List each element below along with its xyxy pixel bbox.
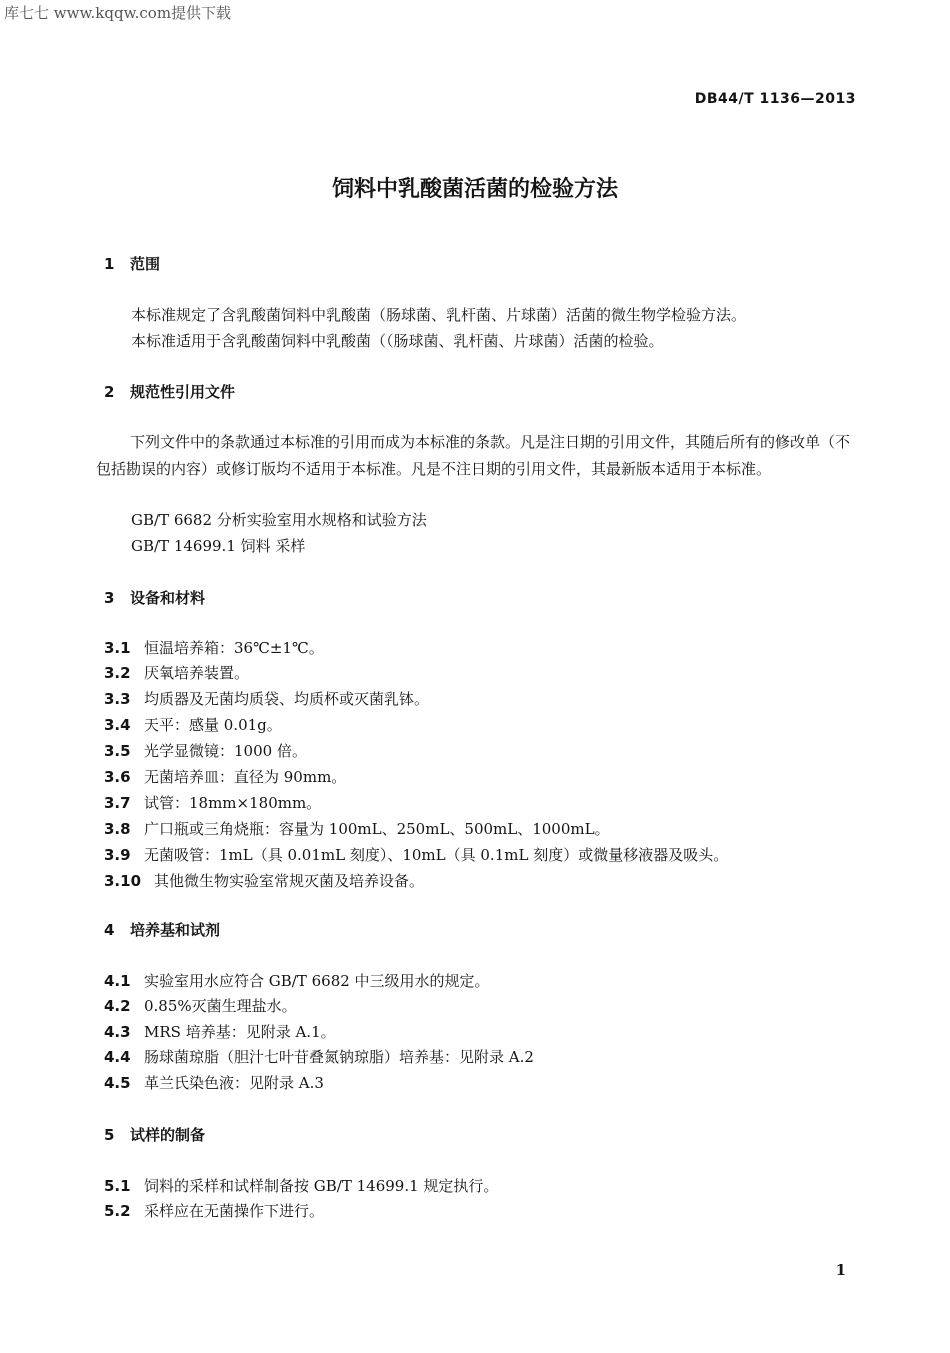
page-number: 1 (835, 1261, 846, 1279)
clause-item: 4.4 肠球菌琼脂（胆汁七叶苷叠氮钠琼脂）培养基：见附录 A.2 (104, 1048, 534, 1066)
clause-item: 4.2 0.85%灭菌生理盐水。 (104, 997, 297, 1015)
section-number: 1 (104, 255, 115, 273)
clause-item: 3.6 无菌培养皿：直径为 90mm。 (104, 768, 347, 786)
clause-item: 3.4 天平：感量 0.01g。 (104, 716, 282, 734)
section-number: 5 (104, 1126, 115, 1144)
clause-item: 4.5 革兰氏染色液：见附录 A.3 (104, 1074, 324, 1092)
section-number: 3 (104, 589, 115, 607)
section-title: 设备和材料 (130, 589, 206, 607)
clause-item: 3.5 光学显微镜：1000 倍。 (104, 742, 307, 760)
clause-item: 3.7 试管：18mm×180mm。 (104, 794, 322, 812)
clause-item: 4.1 实验室用水应符合 GB/T 6682 中三级用水的规定。 (104, 972, 490, 990)
watermark-text: 库七七 www.kqqw.com提供下载 (4, 4, 232, 22)
document-number: DB44/T 1136—2013 (694, 91, 856, 107)
section-number: 4 (104, 921, 115, 939)
section-title: 试样的制备 (130, 1126, 206, 1144)
section-heading-2 (104, 381, 235, 402)
clause-item: 4.3 MRS 培养基：见附录 A.1。 (104, 1023, 336, 1041)
section-heading-4 (104, 919, 220, 940)
scope-line-1: 本标准规定了含乳酸菌饲料中乳酸菌（肠球菌、乳杆菌、片球菌）活菌的微生物学检验方法。 (131, 306, 747, 324)
clause-item: 3.10 其他微生物实验室常规灭菌及培养设备。 (104, 872, 425, 890)
section-number: 2 (104, 383, 115, 401)
section-title: 规范性引用文件 (130, 383, 236, 401)
reference-item: GB/T 14699.1 饲料 采样 (131, 537, 306, 555)
clause-item: 3.2 厌氧培养装置。 (104, 664, 250, 682)
section-heading-5 (104, 1124, 205, 1145)
section-title: 培养基和试剂 (130, 921, 221, 939)
clause-item: 5.2 采样应在无菌操作下进行。 (104, 1202, 325, 1220)
clause-item: 3.9 无菌吸管：1mL（具 0.01mL 刻度）、10mL（具 0.1mL 刻度）或微量移液器及吸头。 (104, 846, 729, 864)
scope-line-2: 本标准适用于含乳酸菌饲料中乳酸菌（（肠球菌、乳杆菌、片球菌）活菌的检验。 (131, 332, 664, 350)
section-heading-3 (104, 587, 205, 608)
reference-item: GB/T 6682 分析实验室用水规格和试验方法 (131, 511, 427, 529)
clause-item: 3.1 恒温培养箱：36℃±1℃。 (104, 639, 324, 657)
section-title: 范围 (130, 255, 161, 273)
clause-item: 3.8 广口瓶或三角烧瓶：容量为 100mL、250mL、500mL、1000mL。 (104, 820, 610, 838)
clause-item: 3.3 均质器及无菌均质袋、均质杯或灭菌乳钵。 (104, 690, 430, 708)
normative-references-paragraph: 下列文件中的条款通过本标准的引用而成为本标准的条款。凡是注日期的引用文件，其随后所有的修改单（不包括勘误的内容）或修订版均不适用于本标准。凡是不注日期的引用文件，其最新版本适用于本标准。 (96, 433, 851, 478)
section-heading-1 (104, 253, 160, 274)
document-title: 饲料中乳酸菌活菌的检验方法 (331, 177, 618, 202)
clause-item: 5.1 饲料的采样和试样制备按 GB/T 14699.1 规定执行。 (104, 1177, 499, 1195)
